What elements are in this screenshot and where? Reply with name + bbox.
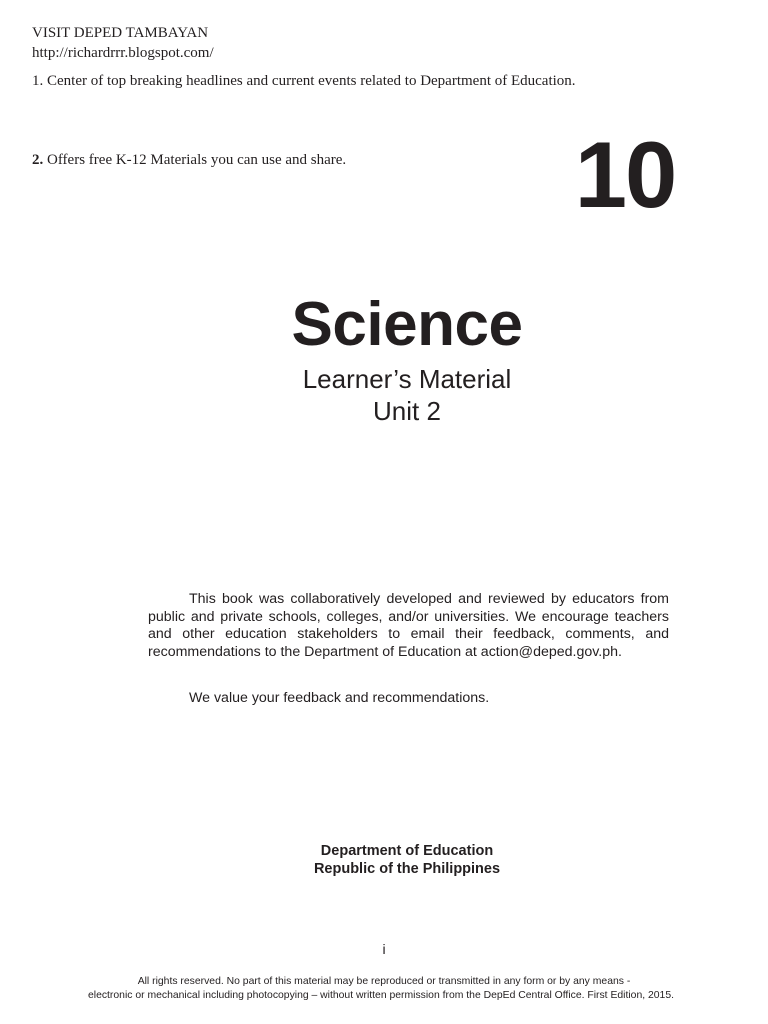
material-title: Learner’s Material: [302, 364, 512, 394]
visit-title: VISIT DEPED TAMBAYAN: [32, 25, 209, 41]
note-item-2-text: Offers free K-12 Materials you can use and share.: [43, 152, 347, 168]
rights-notice-line-2: electronic or mechanical including photocopying – without written permission from the DepEd Central Office. First Edition, 2015.: [87, 990, 674, 1001]
feedback-line: We value your feedback and recommendations.: [189, 690, 490, 706]
notice-paragraph: This book was collaboratively developed and reviewed by educators from public and private schools, colleges, and/or universities. We encourage teachers and other education stakeholders to email their feedback, comments, and recommendations to the Department of Education at action@deped.gov.ph.: [148, 591, 669, 660]
note-item-2: [32, 152, 346, 169]
grade-number: 10: [574, 122, 676, 227]
note-item-1: 1. Center of top breaking headlines and current events related to Department of Education.: [32, 73, 576, 89]
page-number: i: [382, 941, 386, 957]
department-name: Department of Education: [320, 843, 494, 859]
subject-title: Science: [291, 290, 523, 359]
country-name: Republic of the Philippines: [313, 861, 501, 877]
rights-notice-line-1: All rights reserved. No part of this material may be reproduced or transmitted in any form or by any means -: [137, 976, 631, 987]
site-url: http://richardrrr.blogspot.com/: [32, 45, 214, 61]
unit-title: Unit 2: [373, 396, 441, 426]
note-item-2-number: 2.: [32, 152, 44, 168]
